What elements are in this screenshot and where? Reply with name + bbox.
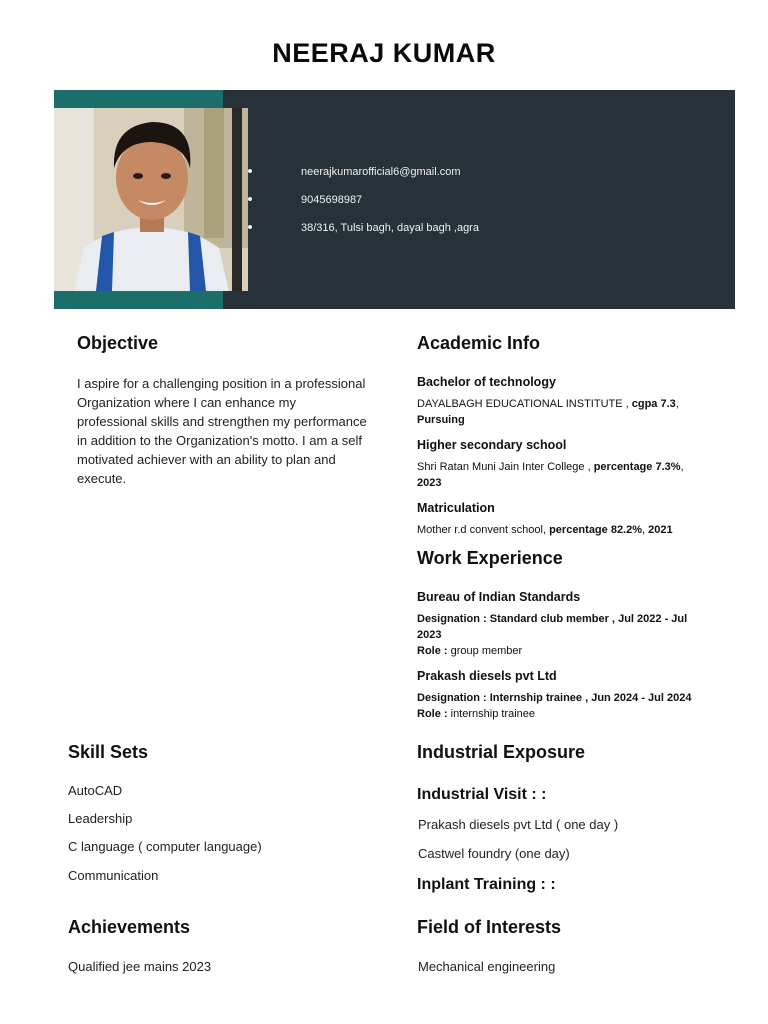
interests-heading: Field of Interests <box>417 917 562 937</box>
skill-item: C language ( computer language) <box>68 839 262 854</box>
contact-phone[interactable] <box>248 193 479 221</box>
skill-item: Communication <box>68 868 159 883</box>
achievement-item: Qualified jee mains 2023 <box>68 959 212 974</box>
skill-item: AutoCAD <box>68 783 123 798</box>
designation-value: Internship trainee , Jun 2024 - Jul 2024 <box>489 692 692 704</box>
role-label: Role : <box>417 708 451 720</box>
industrial-visit-heading: Industrial Visit : : <box>417 786 547 803</box>
work-designation-1 <box>417 611 707 643</box>
phone-text: 9045698987 <box>301 194 363 206</box>
academic-hsc-title: Higher secondary school <box>417 438 567 452</box>
role-value: group member <box>450 645 523 657</box>
bullet-icon <box>248 197 252 201</box>
work-company-2: Prakash diesels pvt Ltd <box>417 669 557 683</box>
profile-photo <box>54 108 248 291</box>
work-role-1 <box>417 643 522 659</box>
academic-matric-title: Matriculation <box>417 501 495 515</box>
role-value: internship trainee <box>450 708 536 720</box>
designation-label: Designation : <box>417 613 490 625</box>
work-company-1: Bureau of Indian Standards <box>417 590 581 604</box>
objective-heading: Objective <box>77 333 159 353</box>
academic-degree-title: Bachelor of technology <box>417 375 556 389</box>
industrial-heading: Industrial Exposure <box>417 742 586 762</box>
academic-heading: Academic Info <box>417 333 541 353</box>
separator: , <box>642 524 649 536</box>
skill-item: Leadership <box>68 811 133 826</box>
academic-hsc-details <box>417 459 707 491</box>
academic-score: percentage 82.2% <box>549 524 643 536</box>
bullet-icon <box>248 169 252 173</box>
profile-photo-illustration <box>54 108 248 291</box>
achievements-heading: Achievements <box>68 917 191 937</box>
academic-score: cgpa 7.3 <box>631 398 676 410</box>
work-designation-2 <box>417 690 717 706</box>
academic-matric-details <box>417 522 717 538</box>
academic-score: percentage 7.3% <box>593 461 681 473</box>
separator: , <box>675 398 679 410</box>
address-text: 38/316, Tulsi bagh, dayal bagh ,agra <box>301 222 479 234</box>
contact-list <box>248 165 479 249</box>
industrial-visit-item: Prakash diesels pvt Ltd ( one day ) <box>418 817 619 832</box>
contact-email[interactable] <box>248 165 479 193</box>
contact-address <box>248 221 479 249</box>
inplant-training-heading: Inplant Training : : <box>417 876 556 893</box>
bullet-icon <box>248 225 252 229</box>
skills-heading: Skill Sets <box>68 742 149 762</box>
designation-value: Standard club member , Jul 2022 - Jul 2023 <box>417 613 688 641</box>
institute-name: DAYALBAGH EDUCATIONAL INSTITUTE , <box>417 398 632 410</box>
email-text: neerajkumarofficial6@gmail.com <box>301 166 461 178</box>
academic-degree-details <box>417 396 707 428</box>
academic-year: Pursuing <box>417 414 465 426</box>
role-label: Role : <box>417 645 451 657</box>
work-heading: Work Experience <box>417 548 563 568</box>
designation-label: Designation : <box>417 692 490 704</box>
institute-name: Mother r.d convent school, <box>417 524 550 536</box>
objective-text: I aspire for a challenging position in a professional Organization where I can enhance my professional skills and strengthen my performance in addition to the Organization's motto. I am a self motivated achiever with an ability to plan and execute. <box>77 376 367 486</box>
work-role-2 <box>417 706 535 722</box>
academic-year: 2023 <box>417 477 442 489</box>
institute-name: Shri Ratan Muni Jain Inter College , <box>417 461 594 473</box>
resume-name: NEERAJ KUMAR <box>272 38 496 68</box>
separator: , <box>680 461 684 473</box>
academic-year: 2021 <box>648 524 673 536</box>
interest-item: Mechanical engineering <box>418 959 556 974</box>
industrial-visit-item: Castwel foundry (one day) <box>418 846 570 861</box>
